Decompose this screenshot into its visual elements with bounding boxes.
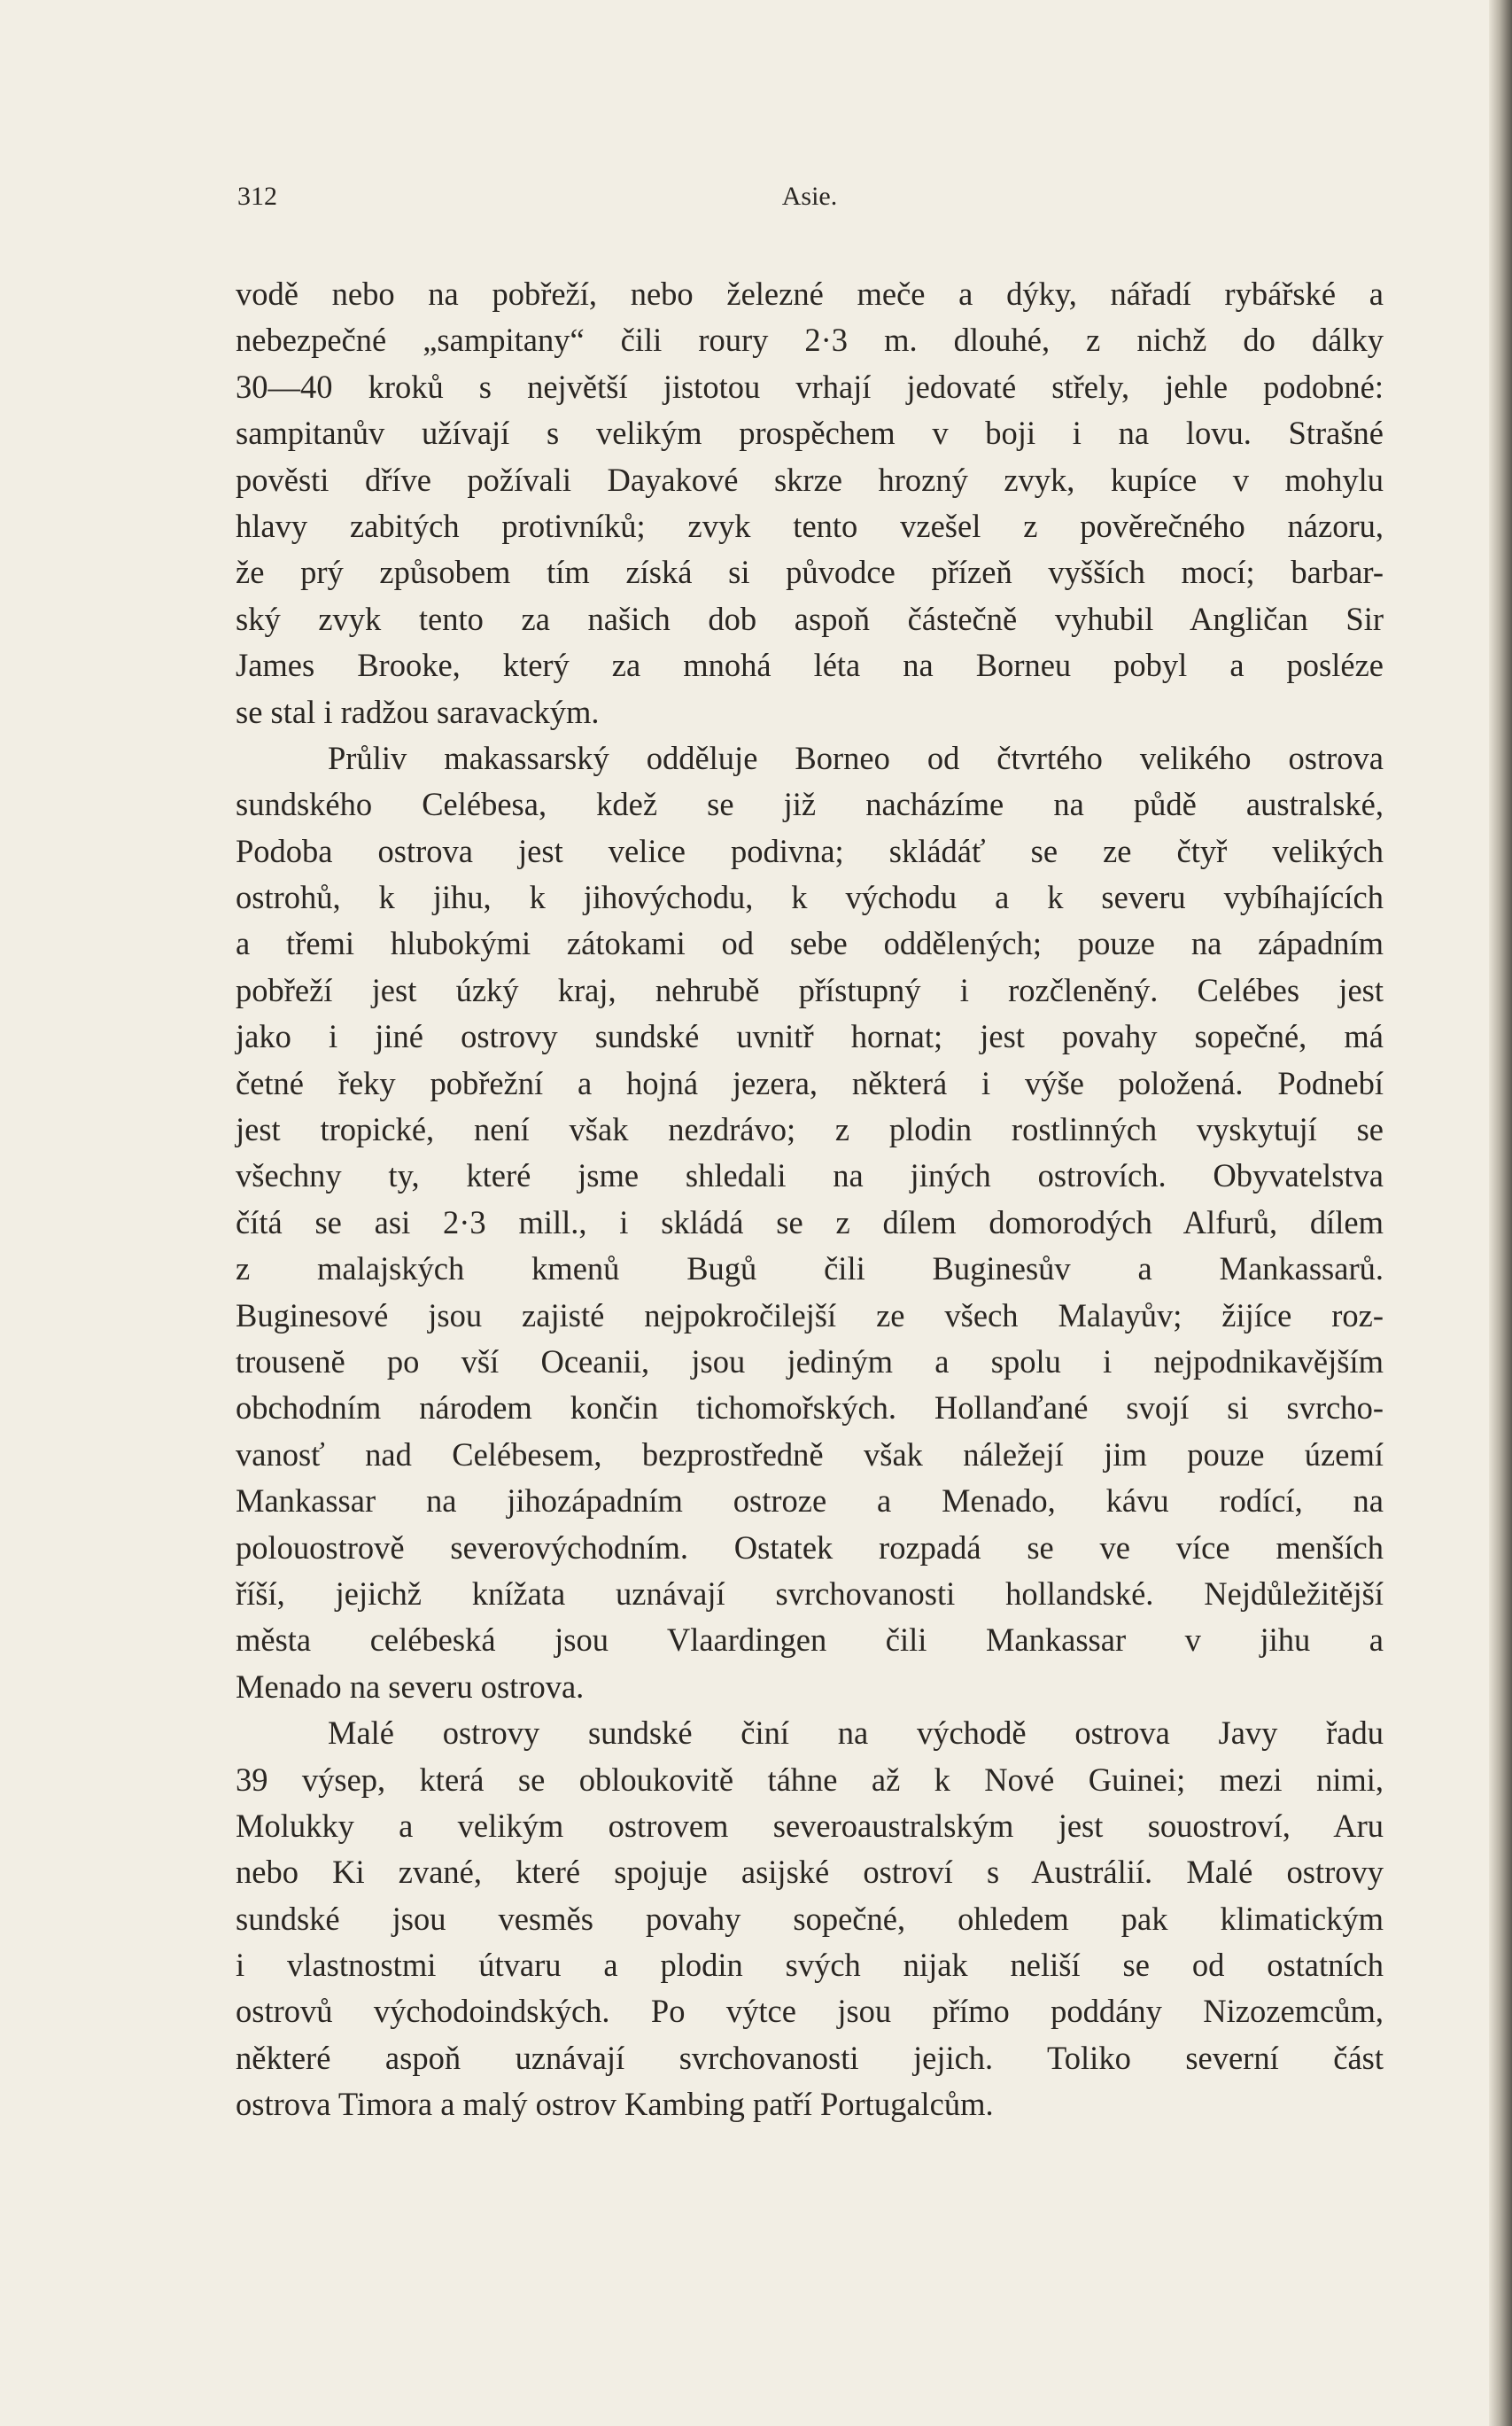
text-line: čítá se asi 2·3 mill., i skládá se z dílem domorodých Alfurů, dílem (236, 1203, 1384, 1240)
text-line: Mankassar na jihozápadním ostroze a Menado, kávu rodící, na (236, 1482, 1384, 1520)
body-text (236, 271, 1384, 2128)
running-head: Asie. (781, 182, 838, 211)
text-line: 30—40 kroků s největší jistotou vrhají jedovaté střely, jehle podobné: (236, 368, 1384, 405)
text-line: pobřeží jest úzký kraj, nehrubě přístupný i rozčleněný. Celébes jest (236, 971, 1384, 1008)
text-line: ostrova Timora a malý ostrov Kambing patří Portugalcům. (236, 2086, 994, 2123)
text-line: Molukky a velikým ostrovem severoaustralským jest souostroví, Aru (236, 1807, 1384, 1844)
text-line: Menado na severu ostrova. (236, 1668, 585, 1705)
text-line: města celébeská jsou Vlaardingen čili Mankassar v jihu a (236, 1621, 1384, 1659)
text-line: některé aspoň uznávají svrchovanosti jejich. Toliko severní část (236, 2039, 1384, 2076)
text-line: i vlastnostmi útvaru a plodin svých nijak neliší se od ostatních (236, 1947, 1384, 1984)
text-line: sundského Celébesa, kdež se již nacházíme na půdě australské, (236, 786, 1384, 823)
text-line: a třemi hlubokými zátokami od sebe oddělených; pouze na západním (236, 925, 1384, 962)
text-line: ostrovů východoindských. Po výtce jsou přímo poddány Nizozemcům, (236, 1993, 1384, 2030)
paragraph-start-line: Malé ostrovy sundské činí na východě ostrova Javy řadu (328, 1715, 1384, 1752)
paragraph-start-line: Průliv makassarský odděluje Borneo od čtvrtého velikého ostrova (328, 739, 1384, 776)
text-line: všechny ty, které jsme shledali na jiných ostrovích. Obyvatelstva (236, 1157, 1384, 1194)
text-line: hlavy zabitých protivníků; zvyk tento vzešel z pověrečného názoru, (236, 507, 1384, 544)
text-line: se stal i radžou saravackým. (236, 693, 600, 730)
text-line: říší, jejichž knížata uznávají svrchovanosti hollandské. Nejdůležitější (236, 1575, 1384, 1612)
text-line: James Brooke, který za mnohá léta na Borneu pobyl a posléze (236, 647, 1384, 684)
text-line: ský zvyk tento za našich dob aspoň částečně vyhubil Angličan Sir (236, 600, 1384, 637)
text-line: ostrohů, k jihu, k jihovýchodu, k východu a k severu vybíhajících (236, 879, 1384, 916)
page-header (237, 182, 1382, 217)
text-line: polouostrově severovýchodním. Ostatek rozpadá se ve více menších (236, 1528, 1384, 1566)
text-line: že prý způsobem tím získá si původce přízeň vyšších mocí; barbar- (236, 554, 1384, 591)
page-edge-shadow (1489, 0, 1512, 2426)
text-line: pověsti dříve požívali Dayakové skrze hrozný zvyk, kupíce v mohylu (236, 461, 1384, 498)
text-line: obchodním národem končin tichomořských. Hollanďané svojí si svrcho- (236, 1389, 1384, 1427)
text-line: z malajských kmenů Bugů čili Buginesův a Mankassarů. (236, 1250, 1384, 1287)
text-line: četné řeky pobřežní a hojná jezera, některá i výše položená. Podnebí (236, 1064, 1384, 1101)
text-line: Buginesové jsou zajisté nejpokročilejší ze všech Malayův; žijíce roz- (236, 1296, 1384, 1334)
text-line: vanosť nad Celébesem, bezprostředně však náležejí jim pouze území (236, 1435, 1384, 1473)
text-line: jako i jiné ostrovy sundské uvnitř hornat; jest povahy sopečné, má (236, 1018, 1384, 1055)
text-line: 39 výsep, která se obloukovitě táhne až k Nové Guinei; mezi nimi, (236, 1761, 1384, 1798)
text-line: jest tropické, není však nezdrávo; z plodin rostlinných vyskytují se (236, 1111, 1384, 1148)
text-line: nebo Ki zvané, které spojuje asijské ostroví s Austrálií. Malé ostrovy (236, 1854, 1384, 1891)
text-line: nebezpečné „sampitany“ čili roury 2·3 m. dlouhé, z nichž do dálky (236, 322, 1384, 359)
text-line: vodě nebo na pobřeží, nebo železné meče a dýky, nářadí rybářské a (236, 276, 1384, 312)
text-line: Podoba ostrova jest velice podivna; skládáť se ze čtyř velikých (236, 832, 1384, 869)
text-line: sundské jsou vesměs povahy sopečné, ohledem pak klimatickým (236, 1900, 1384, 1937)
text-line: trousenĕ po vší Oceanii, jsou jediným a spolu i nejpodnikavějším (236, 1342, 1384, 1380)
page-number: 312 (237, 182, 277, 211)
text-line: sampitanův užívají s velikým prospěchem v boji i na lovu. Strašné (236, 415, 1384, 452)
